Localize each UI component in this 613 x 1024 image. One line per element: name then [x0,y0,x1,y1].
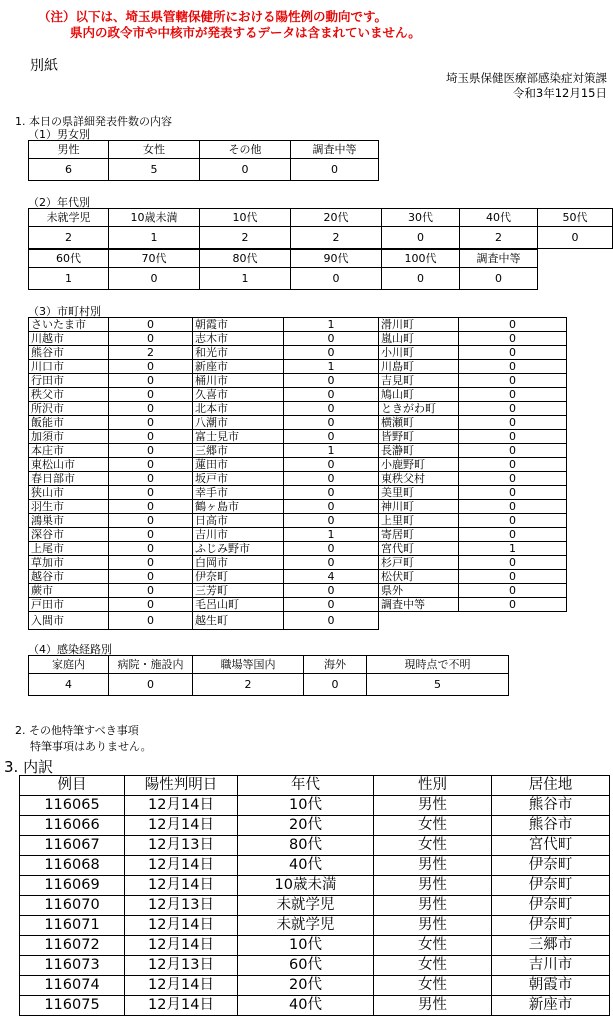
municipality-name: 滑川町 [379,318,459,332]
municipality-name: 蓮田市 [193,458,284,472]
section2-text: 特筆事項はありません。 [30,740,152,753]
municipality-count: 0 [459,374,567,388]
route-value: 0 [304,674,367,696]
municipality-name: 北本市 [193,402,284,416]
municipality-count: 0 [284,514,379,528]
municipality-row [29,486,567,500]
municipality-name: 調査中等 [379,598,459,612]
municipality-count: 0 [109,556,193,570]
municipality-count: 0 [284,374,379,388]
route-header: 現時点で不明 [367,656,509,674]
case-id: 116070 [20,896,125,916]
case-age: 未就学児 [238,916,374,936]
age-value: 2 [291,227,382,249]
municipality-name: 八潮市 [193,416,284,430]
municipality-name: 伊奈町 [193,570,284,584]
department: 埼玉県保健医療部感染症対策課 [446,71,607,85]
case-residence: 伊奈町 [492,896,610,916]
municipality-count: 0 [109,388,193,402]
municipality-name: 越谷市 [29,570,109,584]
municipality-count: 0 [109,416,193,430]
municipality-count: 0 [284,500,379,514]
municipality-name: 寄居町 [379,528,459,542]
age-header: 60代 [29,250,109,268]
municipality-name: 日高市 [193,514,284,528]
municipality-row [29,346,567,360]
municipality-name: 川島町 [379,360,459,374]
municipality-count: 0 [109,360,193,374]
municipality-count: 0 [109,528,193,542]
case-date: 12月14日 [125,976,238,996]
municipality-row [29,360,567,374]
municipality-name: 小鹿野町 [379,458,459,472]
municipality-count: 0 [109,472,193,486]
case-age: 10代 [238,796,374,816]
municipality-name: 坂戸市 [193,472,284,486]
municipality-count: 0 [459,570,567,584]
case-age: 10代 [238,936,374,956]
age-header: 50代 [538,209,613,227]
municipality-name: 吉見町 [379,374,459,388]
municipality-count: 0 [109,570,193,584]
municipality-name: 幸手市 [193,486,284,500]
municipality-name: 上里町 [379,514,459,528]
municipality-count: 0 [284,584,379,598]
municipality-count: 0 [459,318,567,332]
municipality-row [29,500,567,514]
municipality-count: 0 [459,500,567,514]
municipality-name: 狭山市 [29,486,109,500]
municipality-name: 小川町 [379,346,459,360]
case-gender: 女性 [374,956,492,976]
municipality-count: 0 [459,430,567,444]
municipality-count: 0 [109,486,193,500]
gender-value: 0 [200,159,291,181]
municipality-count: 0 [284,416,379,430]
case-residence: 熊谷市 [492,796,610,816]
gender-title: （1）男女別 [28,128,90,141]
case-date: 12月14日 [125,816,238,836]
municipality-name: 松伏町 [379,570,459,584]
section1-title: 1. 本日の県詳細発表件数の内容 [15,115,172,128]
age-value: 0 [382,268,460,290]
municipality-name: 所沢市 [29,402,109,416]
age-header: 調査中等 [460,250,538,268]
case-age: 40代 [238,996,374,1016]
age-table-row2 [28,249,538,290]
gender-value: 6 [29,159,109,181]
municipality-count: 0 [284,458,379,472]
case-residence: 吉川市 [492,956,610,976]
case-header: 例目 [20,776,125,796]
case-date: 12月13日 [125,956,238,976]
case-residence: 三郷市 [492,936,610,956]
municipality-count: 0 [284,556,379,570]
route-header: 家庭内 [29,656,109,674]
age-value: 0 [109,268,200,290]
age-value: 2 [460,227,538,249]
case-residence: 朝霞市 [492,976,610,996]
case-row [20,916,610,936]
notice-line-2: 県内の政令市や中核市が発表するデータは含まれていません。 [70,25,421,40]
age-header: 20代 [291,209,382,227]
municipality-name: 東松山市 [29,458,109,472]
municipality-count: 0 [459,556,567,570]
age-value: 0 [460,268,538,290]
municipality-count: 0 [109,612,193,630]
municipality-name: 嵐山町 [379,332,459,346]
municipality-count: 0 [459,584,567,598]
gender-value: 0 [291,159,379,181]
age-header: 未就学児 [29,209,109,227]
case-row [20,836,610,856]
age-value: 1 [109,227,200,249]
case-age: 20代 [238,976,374,996]
case-age: 40代 [238,856,374,876]
municipality-count: 0 [284,430,379,444]
case-residence: 新座市 [492,996,610,1016]
municipality-name: 草加市 [29,556,109,570]
municipality-name: 三郷市 [193,444,284,458]
municipality-count: 0 [109,374,193,388]
municipality-count: 0 [109,598,193,612]
case-age: 10歳未満 [238,876,374,896]
municipality-count: 1 [284,444,379,458]
case-id: 116065 [20,796,125,816]
municipality-count: 0 [109,458,193,472]
case-age: 20代 [238,816,374,836]
age-header: 70代 [109,250,200,268]
municipality-count: 1 [459,542,567,556]
age-header: 80代 [200,250,291,268]
section2-title: 2. その他特筆すべき事項 [15,724,139,737]
municipality-name: 越生町 [193,612,284,630]
municipality-count: 0 [109,584,193,598]
age-header: 90代 [291,250,382,268]
municipality-count: 0 [109,318,193,332]
municipality-name: 川口市 [29,360,109,374]
case-gender: 男性 [374,856,492,876]
municipality-count: 0 [459,388,567,402]
case-residence: 伊奈町 [492,856,610,876]
municipality-name: 県外 [379,584,459,598]
municipality-count: 0 [284,402,379,416]
gender-header: 調査中等 [291,141,379,159]
age-value: 0 [382,227,460,249]
municipality-title: （3）市町村別 [28,305,101,318]
municipality-row [29,528,567,542]
case-residence: 伊奈町 [492,916,610,936]
gender-value: 5 [109,159,200,181]
case-header: 居住地 [492,776,610,796]
case-row [20,816,610,836]
case-residence: 熊谷市 [492,816,610,836]
page-heading: 別紙 [30,58,58,74]
municipality-name: 久喜市 [193,388,284,402]
route-header: 職場等国内 [193,656,304,674]
case-id: 116066 [20,816,125,836]
age-value: 2 [29,227,109,249]
age-header: 30代 [382,209,460,227]
route-value: 5 [367,674,509,696]
route-header: 海外 [304,656,367,674]
municipality-name: 鴻巣市 [29,514,109,528]
age-value: 1 [200,268,291,290]
municipality-name: 宮代町 [379,542,459,556]
notice-line-1: （注）以下は、埼玉県管轄保健所における陽性例の動向です。 [38,9,388,24]
age-value: 0 [291,268,382,290]
municipality-row [29,584,567,598]
municipality-row [29,388,567,402]
municipality-count: 0 [459,346,567,360]
municipality-name: 鳩山町 [379,388,459,402]
case-date: 12月14日 [125,996,238,1016]
municipality-name: 深谷市 [29,528,109,542]
municipality-name: 杉戸町 [379,556,459,570]
municipality-row [29,472,567,486]
case-date: 12月14日 [125,916,238,936]
municipality-name: 朝霞市 [193,318,284,332]
municipality-count: 0 [459,472,567,486]
municipality-count: 0 [459,598,567,612]
municipality-empty [379,612,567,630]
municipality-row [29,542,567,556]
case-id: 116074 [20,976,125,996]
municipality-name: 和光市 [193,346,284,360]
municipality-name: 皆野町 [379,430,459,444]
case-id: 116067 [20,836,125,856]
case-gender: 女性 [374,836,492,856]
municipality-name: 加須市 [29,430,109,444]
municipality-name: 川越市 [29,332,109,346]
municipality-name: 新座市 [193,360,284,374]
municipality-name: 羽生市 [29,500,109,514]
municipality-name: さいたま市 [29,318,109,332]
gender-header: その他 [200,141,291,159]
municipality-count: 0 [284,542,379,556]
municipality-count: 0 [284,332,379,346]
case-row [20,796,610,816]
municipality-row [29,570,567,584]
municipality-count: 0 [109,542,193,556]
case-header: 陽性判明日 [125,776,238,796]
case-gender: 女性 [374,816,492,836]
case-row [20,976,610,996]
gender-table [28,140,379,181]
case-header: 性別 [374,776,492,796]
municipality-name: 入間市 [29,612,109,630]
case-row [20,936,610,956]
case-gender: 男性 [374,876,492,896]
case-gender: 男性 [374,896,492,916]
municipality-name: ときがわ町 [379,402,459,416]
municipality-table [28,317,567,630]
route-title: （4）感染経路別 [28,643,112,656]
municipality-count: 0 [284,472,379,486]
municipality-name: 富士見市 [193,430,284,444]
case-gender: 女性 [374,976,492,996]
age-header: 10代 [200,209,291,227]
age-header: 10歳未満 [109,209,200,227]
gender-header: 女性 [109,141,200,159]
municipality-name: 桶川市 [193,374,284,388]
municipality-count: 1 [284,528,379,542]
case-row [20,956,610,976]
route-value: 2 [193,674,304,696]
municipality-count: 0 [459,486,567,500]
municipality-name: 熊谷市 [29,346,109,360]
municipality-row [29,374,567,388]
case-table [19,775,610,1016]
municipality-count: 0 [284,346,379,360]
municipality-name: 吉川市 [193,528,284,542]
municipality-count: 0 [109,514,193,528]
municipality-name: 戸田市 [29,598,109,612]
municipality-name: 東秩父村 [379,472,459,486]
case-age: 未就学児 [238,896,374,916]
route-table [28,655,509,696]
municipality-count: 0 [109,332,193,346]
municipality-name: 春日部市 [29,472,109,486]
municipality-count: 0 [459,528,567,542]
municipality-row [29,444,567,458]
case-age: 60代 [238,956,374,976]
municipality-count: 1 [284,360,379,374]
age-value: 2 [200,227,291,249]
case-id: 116075 [20,996,125,1016]
municipality-count: 0 [284,388,379,402]
case-residence: 伊奈町 [492,876,610,896]
municipality-row [29,332,567,346]
route-header: 病院・施設内 [109,656,193,674]
municipality-row [29,318,567,332]
case-header: 年代 [238,776,374,796]
municipality-name: 上尾市 [29,542,109,556]
case-row [20,896,610,916]
case-gender: 男性 [374,796,492,816]
case-residence: 宮代町 [492,836,610,856]
municipality-count: 0 [459,514,567,528]
municipality-row [29,556,567,570]
municipality-row [29,416,567,430]
case-id: 116073 [20,956,125,976]
municipality-count: 0 [109,402,193,416]
municipality-name: 鶴ヶ島市 [193,500,284,514]
municipality-row [29,598,567,612]
municipality-row [29,458,567,472]
case-id: 116072 [20,936,125,956]
municipality-name: 毛呂山町 [193,598,284,612]
municipality-name: 本庄市 [29,444,109,458]
case-row [20,856,610,876]
municipality-name: ふじみ野市 [193,542,284,556]
section3-title: 3. 内訳 [4,758,54,776]
municipality-count: 0 [284,598,379,612]
age-header: 40代 [460,209,538,227]
case-id: 116069 [20,876,125,896]
case-date: 12月13日 [125,836,238,856]
age-value: 1 [29,268,109,290]
municipality-name: 白岡市 [193,556,284,570]
municipality-row [29,430,567,444]
municipality-count: 0 [459,332,567,346]
municipality-count: 4 [284,570,379,584]
municipality-name: 秩父市 [29,388,109,402]
age-title: （2）年代別 [28,196,90,209]
case-row [20,876,610,896]
municipality-count: 0 [459,402,567,416]
municipality-name: 横瀬町 [379,416,459,430]
case-date: 12月14日 [125,856,238,876]
municipality-row [29,514,567,528]
case-age: 80代 [238,836,374,856]
case-gender: 男性 [374,916,492,936]
municipality-name: 志木市 [193,332,284,346]
municipality-name: 三芳町 [193,584,284,598]
municipality-count: 0 [109,444,193,458]
gender-header: 男性 [29,141,109,159]
municipality-row [29,612,567,630]
municipality-row [29,402,567,416]
age-value: 0 [538,227,613,249]
municipality-count: 2 [109,346,193,360]
age-header: 100代 [382,250,460,268]
municipality-count: 0 [284,612,379,630]
route-value: 0 [109,674,193,696]
case-id: 116068 [20,856,125,876]
municipality-count: 0 [459,416,567,430]
municipality-name: 蕨市 [29,584,109,598]
case-date: 12月13日 [125,896,238,916]
case-date: 12月14日 [125,876,238,896]
municipality-name: 神川町 [379,500,459,514]
municipality-name: 飯能市 [29,416,109,430]
municipality-count: 0 [459,444,567,458]
municipality-name: 行田市 [29,374,109,388]
municipality-count: 0 [109,500,193,514]
case-row [20,996,610,1016]
route-value: 4 [29,674,109,696]
case-gender: 女性 [374,936,492,956]
case-gender: 男性 [374,996,492,1016]
municipality-count: 1 [284,318,379,332]
municipality-name: 美里町 [379,486,459,500]
municipality-count: 0 [459,360,567,374]
case-date: 12月14日 [125,936,238,956]
case-date: 12月14日 [125,796,238,816]
age-table-row1 [28,208,613,249]
case-id: 116071 [20,916,125,936]
municipality-count: 0 [109,430,193,444]
municipality-count: 0 [284,486,379,500]
document-date: 令和3年12月15日 [512,86,607,100]
municipality-name: 長瀞町 [379,444,459,458]
municipality-count: 0 [459,458,567,472]
